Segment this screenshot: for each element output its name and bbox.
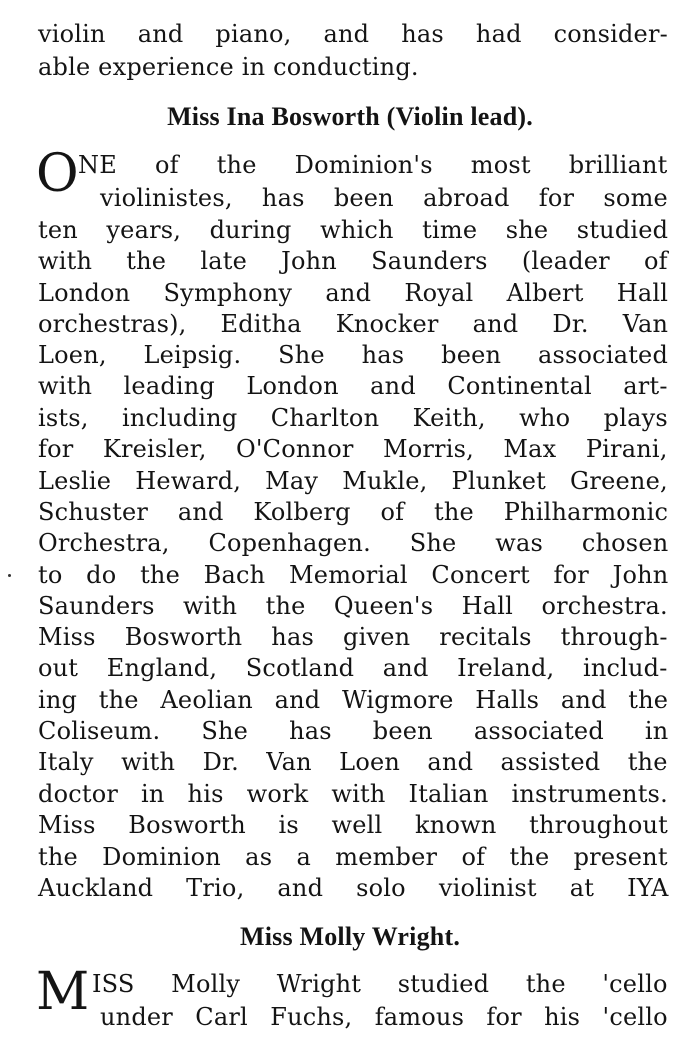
body-line: NE of the Dominion's most brilliant	[78, 151, 668, 179]
body-line: with the late John Saunders (leader of	[38, 247, 668, 275]
body-line: orchestras), Editha Knocker and Dr. Van	[38, 310, 669, 338]
body-line: with leading London and Continental art-	[38, 372, 668, 400]
body-line: doctor in his work with Italian instruments.	[38, 780, 668, 808]
body-line: ists, including Charlton Keith, who plays	[38, 404, 668, 432]
body-line: Schuster and Kolberg of the Philharmonic	[38, 498, 669, 526]
body-line: Leslie Heward, May Mukle, Plunket Greene,	[38, 467, 668, 495]
body-line: Italy with Dr. Van Loen and assisted the	[38, 748, 668, 776]
body-line: for Kreisler, O'Connor Morris, Max Pirani,	[38, 435, 668, 463]
body-line: London Symphony and Royal Albert Hall	[38, 279, 669, 307]
drop-cap: O	[36, 144, 79, 204]
body-line: Loen, Leipsig. She has been associated	[38, 341, 669, 369]
section-heading: Miss Ina Bosworth (Violin lead).	[167, 102, 533, 131]
body-line: ing the Aeolian and Wigmore Halls and the	[38, 686, 669, 714]
body-line: violinistes, has been abroad for some	[100, 184, 668, 212]
body-line: Miss Bosworth is well known throughout	[38, 811, 668, 839]
body-line: ISS Molly Wright studied the 'cello	[92, 970, 668, 998]
drop-cap: M	[36, 962, 90, 1022]
body-line: Orchestra, Copenhagen. She was chosen	[38, 529, 669, 557]
body-line: ten years, during which time she studied	[38, 216, 669, 244]
body-line: under Carl Fuchs, famous for his 'cello	[100, 1003, 668, 1031]
section-heading: Miss Molly Wright.	[239, 922, 461, 951]
body-line: Miss Bosworth has given recitals through-	[38, 623, 668, 651]
body-line: Saunders with the Queen's Hall orchestra.	[38, 592, 668, 620]
body-line: violin and piano, and has had consider-	[38, 20, 668, 48]
body-line: to do the Bach Memorial Concert for John	[38, 561, 669, 589]
body-line: the Dominion as a member of the present	[38, 843, 668, 871]
print-speck	[8, 574, 11, 577]
body-line: out England, Scotland and Ireland, includ-	[38, 654, 668, 682]
body-line: able experience in conducting.	[38, 53, 419, 81]
body-line: Coliseum. She has been associated in	[38, 717, 669, 745]
body-line: Auckland Trio, and solo violinist at IYA	[38, 874, 669, 902]
